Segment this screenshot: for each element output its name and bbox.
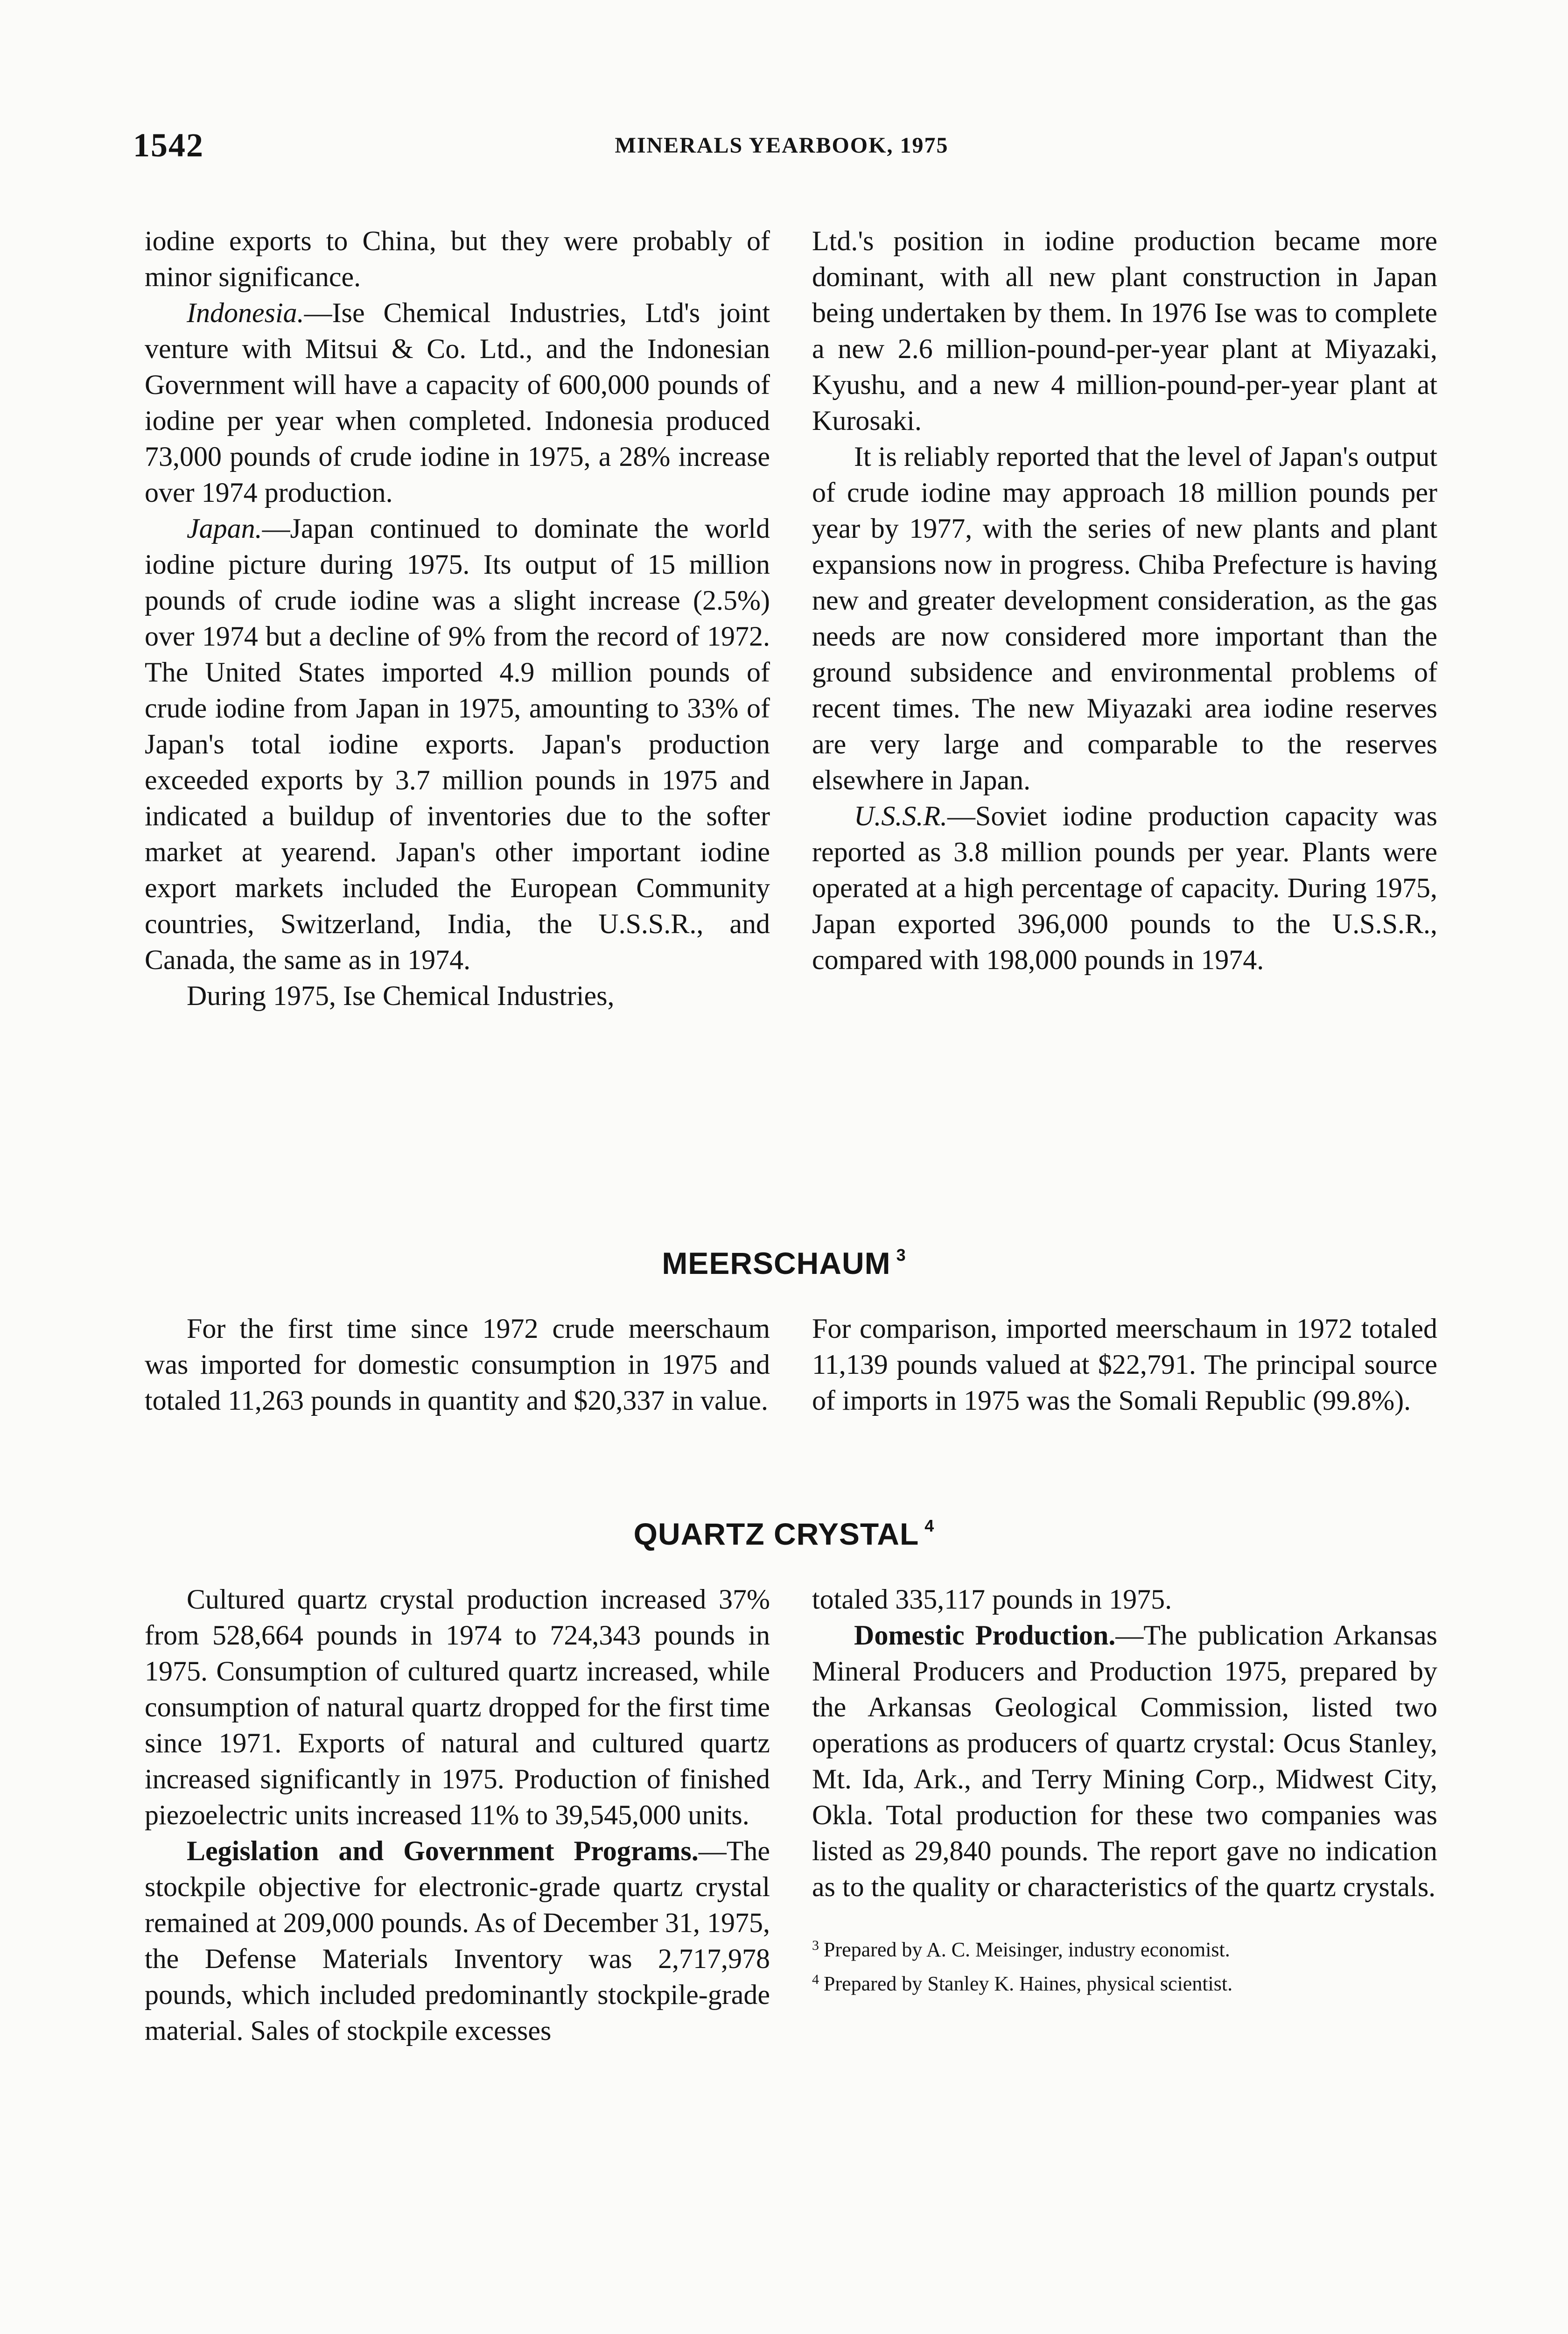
- paragraph: totaled 335,117 pounds in 1975.: [812, 1584, 1172, 1615]
- paragraph-ussr: U.S.S.R.—Soviet iodine production capacity was reported as 3.8 million pounds per year. Plants were operated at a high percentage of capacity. During 1975, Japan exported 396,000 pounds to the U.S.S.R., compared with 198,000 pounds in 1974.: [812, 801, 1437, 975]
- paragraph: Ltd.'s position in iodine production became more dominant, with all new plant construction in Japan being undertaken by them. In 1976 Ise was to complete a new 2.6 million-pound-per-year plant at Miyazaki, Kyushu, and a new 4 million-pound-per-year plant at Kurosaki.: [812, 225, 1437, 436]
- iodine-right-column: [812, 223, 1437, 1014]
- page-number: 1542: [133, 127, 204, 164]
- country-label: Japan.: [187, 513, 262, 544]
- section-title-quartz-crystal: QUARTZ CRYSTAL $^4$: [633, 1516, 935, 1551]
- paragraph: During 1975, Ise Chemical Industries,: [187, 980, 615, 1011]
- paragraph: For the first time since 1972 crude meerschaum was imported for domestic consumption in 1975 and totaled 11,263 pounds in quantity and $20,337 in value.: [145, 1313, 770, 1416]
- paragraph: iodine exports to China, but they were probably of minor significance.: [145, 225, 770, 292]
- quartz-left-column: [145, 1582, 770, 2049]
- paragraph-japan: Japan.—Japan continued to dominate the world iodine picture during 1975. Its output of 15 million pounds of crude iodine was a slight increase (2.5%) over 1974 but a decline of 9% from the record of 1972. The United States imported 4.9 million pounds of crude iodine from Japan in 1975, amounting to 33% of Japan's total iodine exports. Japan's production exceeded exports by 3.7 million pounds in 1975 and indicated a buildup of inventories due to the softer market at yearend. Japan's other important iodine export markets included the European Community countries, Switzerland, India, the U.S.S.R., and Canada, the same as in 1974.: [145, 513, 770, 975]
- paragraph-indonesia: Indonesia.—Ise Chemical Industries, Ltd's joint venture with Mitsui & Co. Ltd., and the Indonesian Government will have a capacity of 600,000 pounds of iodine per year when completed. Indonesia produced 73,000 pounds of crude iodine in 1975, a 28% increase over 1974 production.: [145, 297, 770, 508]
- footnotes: [812, 1933, 1437, 1997]
- quartz-section: [145, 1582, 1437, 2049]
- subheading: Legislation and Government Programs.: [187, 1835, 699, 1866]
- footnote: $^4$ Prepared by Stanley K. Haines, physical scientist.: [812, 1972, 1233, 1995]
- footnote: $^3$ Prepared by A. C. Meisinger, industry economist.: [812, 1938, 1230, 1961]
- subheading: Domestic Production.: [854, 1620, 1116, 1651]
- footnote-ref: 3: [896, 1245, 906, 1265]
- section-title-meerschaum: MEERSCHAUM $^3$: [662, 1245, 906, 1280]
- quartz-right-column: [812, 1582, 1437, 2049]
- paragraph: It is reliably reported that the level of Japan's output of crude iodine may approach 18 million pounds per year by 1977, with the series of new plants and plant expansions now in progress. Chiba Prefecture is having new and greater development consideration, as the gas needs are now considered more important than the ground subsidence and environmental problems of recent times. The new Miyazaki area iodine reserves are very large and comparable to the reserves elsewhere in Japan.: [812, 441, 1437, 795]
- country-label: U.S.S.R.: [854, 801, 947, 831]
- iodine-section: [145, 223, 1437, 1014]
- page-header: [133, 126, 1430, 168]
- paragraph-domestic-production: Domestic Production.—The publication Arkansas Mineral Producers and Production 1975, prepared by the Arkansas Geological Commission, listed two operations as producers of quartz crystal: Ocus Stanley, Mt. Ida, Ark., and Terry Mining Corp., Midwest City, Okla. Total production for these two companies was listed as 29,840 pounds. The report gave no indication as to the quality or characteristics of the quartz crystals.: [812, 1620, 1437, 1902]
- paragraph: For comparison, imported meerschaum in 1972 totaled 11,139 pounds valued at $22,791. The principal source of imports in 1975 was the Somali Republic (99.8%).: [812, 1313, 1437, 1416]
- iodine-left-column: [145, 223, 770, 1014]
- paragraph: Cultured quartz crystal production increased 37% from 528,664 pounds in 1974 to 724,343 pounds in 1975. Consumption of cultured quartz increased, while consumption of natural quartz dropped for the first time since 1971. Exports of natural and cultured quartz increased significantly in 1975. Production of finished piezoelectric units increased 11% to 39,545,000 units.: [145, 1584, 770, 1830]
- footnote-ref: 4: [924, 1516, 935, 1535]
- meerschaum-right-column: [812, 1311, 1437, 1419]
- country-label: Indonesia.: [187, 297, 304, 328]
- running-head: MINERALS YEARBOOK, 1975: [615, 133, 949, 158]
- meerschaum-section: [145, 1311, 1437, 1419]
- paragraph-legislation: Legislation and Government Programs.—The stockpile objective for electronic-grade quartz crystal remained at 209,000 pounds. As of December 31, 1975, the Defense Materials Inventory was 2,717,978 pounds, which included predominantly stockpile-grade material. Sales of stockpile excesses: [145, 1835, 770, 2046]
- meerschaum-left-column: [145, 1311, 770, 1419]
